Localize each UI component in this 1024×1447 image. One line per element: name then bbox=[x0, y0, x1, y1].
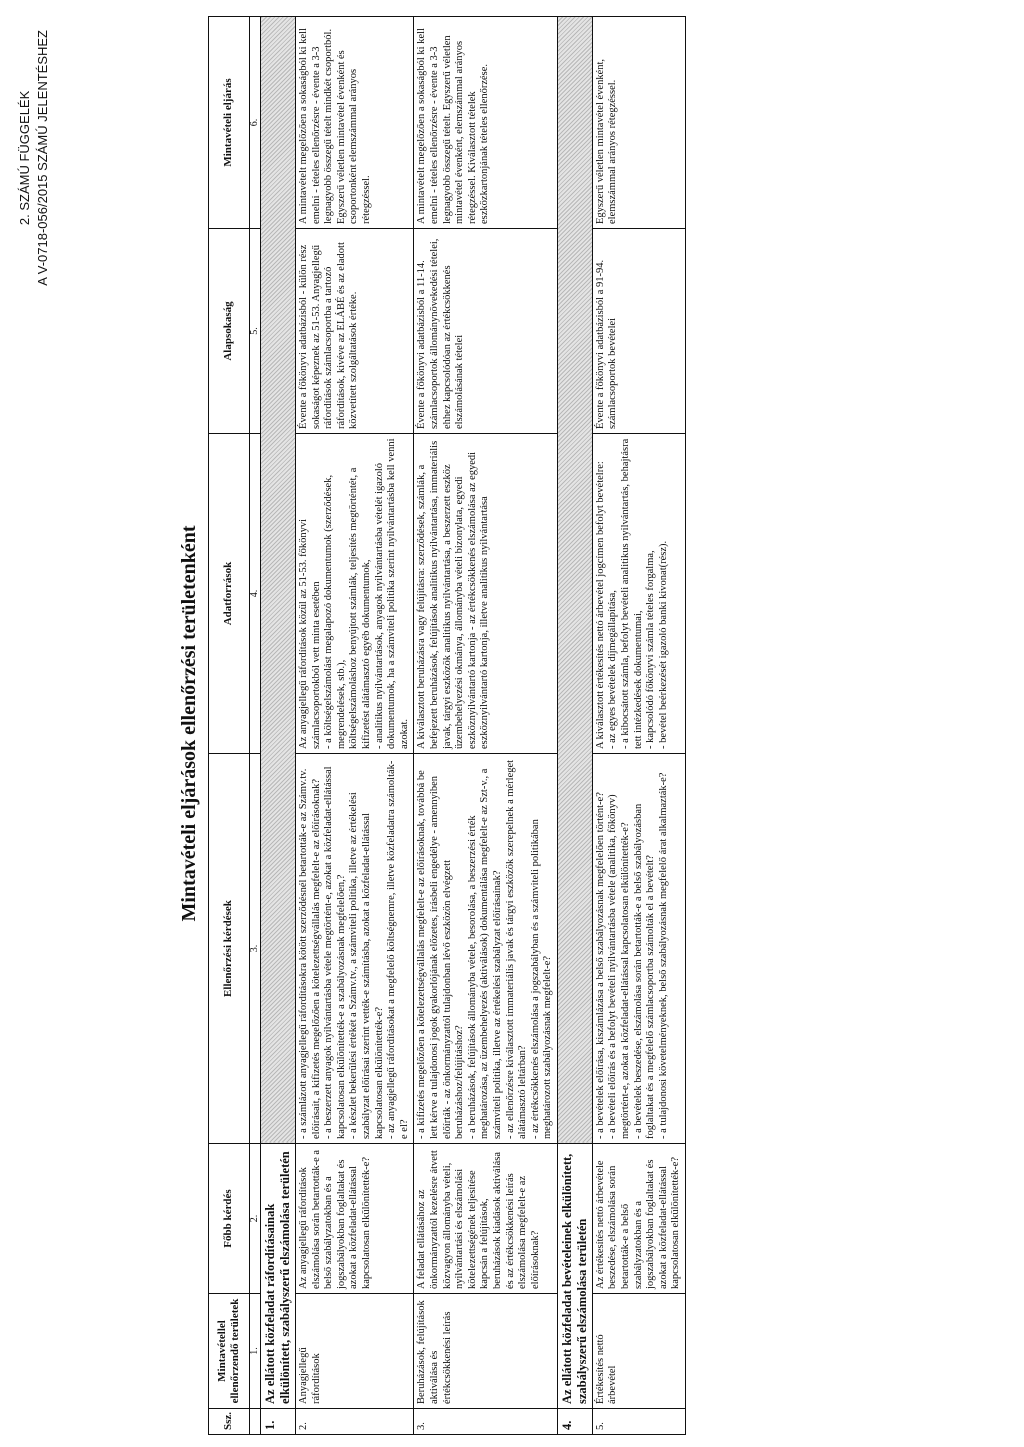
column-number-row bbox=[250, 17, 261, 1435]
cell-adatforras: A kiválasztott beruházásra vagy felújításra: szerződések, számlák, a befejezett beruházások, felújítások analitikus nyilvántartása, immateriális javak, tárgyi eszközök analitikus nyilvántartása, a beszerzett eszköz üzembehelyezési okmánya, állományba vételi bizonylata, egyedi eszköznyilvántartó kartonja - az értékcsökkenés elszámolása az egyedi eszköznyilvántartó kartonja, illetve analitikus nyilvántartása bbox=[414, 434, 558, 754]
table-row bbox=[414, 17, 558, 1435]
header-terulet: Mintavétellel ellenőrzendő területek bbox=[209, 1294, 250, 1409]
header-ellenorzesi: Ellenőrzési kérdések bbox=[209, 754, 250, 1144]
header-mintaveteli: Mintavételi eljárás bbox=[209, 17, 250, 229]
section-row bbox=[261, 17, 296, 1435]
cell-kerdes: Az értékesítés nettó árbevétele beszedése, elszámolása során betartották-e a belső szabályzatokban és a jogszabályokban foglaltakat és azokat a közfeladat-ellátással kapcsolatosan elkülönítették-e? bbox=[592, 1144, 685, 1294]
cell-ellenorzesi: - a bevételek előírása, kiszámlázása a belső szabályozásnak megfelelően történt-e? - a bevételi előírás és a befolyt bevételi nyilvántartásba vétele (analitika, főkönyv) megtörtént-e, azokat a közfeladat-ellátással kapcsolatosan elkülönítették-e? - a bevételek beszedése, elszámolása során betartották-e a belső szabályozásban foglaltakat és a megfelelő számlacsoportba számolták el a bevételt? - a tulajdonosi követelményeknek, belső szabályozásnak megfelelő árat alkalmazták-e? bbox=[592, 754, 685, 1144]
section-row bbox=[557, 17, 592, 1435]
header-adatforras: Adatforrások bbox=[209, 434, 250, 754]
appendix-label: 2. SZÁMÚ FÜGGELÉK bbox=[17, 90, 32, 226]
col-number: 1. bbox=[250, 1294, 261, 1409]
procedures-table bbox=[208, 16, 686, 1435]
cell-alapsokasag: Évente a főkönyvi adatbázisból a 91-94. számlacsoportok bevételei bbox=[592, 229, 685, 434]
row-number: 3. bbox=[414, 1409, 558, 1435]
header-alapsokasag: Alapsokaság bbox=[209, 229, 250, 434]
cell-ellenorzesi: - a kifizetés megelőzően a kötelezettségvállalás megfelelt-e az előírásoknak, továbbá be lett kérve a tulajdonosi jogok gyakorlójának előzetes, írásbeli engedélye - amennyiben előírták - az önkormányzattól tulajdonban lévő eszközön elvégzett beruházáshoz/felújításhoz? - a beruházások, felújítások állományba vétele, besorolása, a beszerzési érték meghatározása, az üzembehelyezés (aktiválások) dokumentálása megfelelt-e az Szt-v., a számviteli politika, illetve az értékelési szabályzat előírásainak? - az ellenőrzésre kiválasztott immateriális javak és tárgyi eszközök szerepelnek a mérleget alátámasztó leltárban? - az értékcsökkenés elszámolása a jogszabályban és a számviteli politikában meghatározott szabályozásnak megfelelt-e? bbox=[414, 754, 558, 1144]
section-filler bbox=[557, 17, 592, 1144]
col-number: 6. bbox=[250, 17, 261, 229]
cell-kerdes: A feladat ellátásához az önkormányzattól kezelésre átvett közvagyon állományba vételi, nyilvántartási és elszámolási kötelezettségének teljesítése kapcsán a felújítások, beruházások kiadások aktiválása és az értékcsökkenési leírás elszámolása megfelelt-e az előírásoknak? bbox=[414, 1144, 558, 1294]
row-number: 4. bbox=[557, 1409, 592, 1435]
cell-adatforras: Az anyagjellegű ráfordítások közül az 51-53. főkönyvi számlacsoportokból vett minta esetében - a költségelszámolást megalapozó dokumentumok (szerződések, megrendelések, stb.), költségelszámoláshoz benyújtott számlák, teljesítés megtörténtét, a kifizetést alátámasztó egyéb dokumentumok, - analitikus nyilvántartások, anyagok nyilvántartásba vételét igazoló dokumentumok, ha a számviteli politika szerint nyilvántartásba kell venni azokat. bbox=[296, 434, 414, 754]
header-row bbox=[209, 17, 250, 1435]
cell-terulet: Értékesítés nettó árbevétel bbox=[592, 1294, 685, 1409]
cell-terulet: Beruházások, felújítások aktiválása és értékcsökkenési leírás bbox=[414, 1294, 558, 1409]
col-number: 3. bbox=[250, 754, 261, 1144]
header-ssz: Ssz. bbox=[209, 1409, 250, 1435]
cell-mintaveteli: A mintavételt megelőzően a sokaságból ki kell emelni - tételes ellenőrzésre - évente a 3-3 legnagyobb összegű tételt mindkét csoportból. Egyszerű véletlen mintavétel évenként és csoportonként elemszámmal arányos rétegzéssel. bbox=[296, 17, 414, 229]
header-kerdes: Főbb kérdés bbox=[209, 1144, 250, 1294]
cell-mintaveteli: A mintavételt megelőzően a sokaságból ki kell emelni - tételes ellenőrzésre - évente a 3-3 legnagyobb összegű tételt. Egyszerű véletlen mintavétel évenként, elemszámmal arányos rétegzéssel. Kiválasztott tételek eszközkartonjának tételes ellenőrzése. bbox=[414, 17, 558, 229]
col-number: 4. bbox=[250, 434, 261, 754]
cell-alapsokasag: Évente a főkönyvi adatbázisból - külön rész sokaságot képeznek az 51-53. Anyagjellegű ráfordítások számlacsoportba a tartozó ráfordítások, kivéve az ELÁBÉ és az eladott közvetített szolgáltatások értéke. bbox=[296, 229, 414, 434]
table-row bbox=[296, 17, 414, 1435]
row-number: 1. bbox=[261, 1409, 296, 1435]
section-filler bbox=[261, 17, 296, 1144]
cell-adatforras: A kiválasztott értékesítés nettó árbevétel jogcímen befolyt bevételre: - az egyes bevételek díjmegállapítása, - a kibocsátott számla, befolyt bevételi analitikus nyilvántartás, behajtásra tett intézkedések dokumentumai, - kapcsolódó főkönyvi számla tételes forgalma, - bevétel beérkezését igazoló banki kivonat(rész). bbox=[592, 434, 685, 754]
cell-alapsokasag: Évente a főkönyvi adatbázisból a 11-14. számlacsoportok állománynövekedési tételei, ehhez kapcsolódóan az értékcsökkenés elszámolásának tételei bbox=[414, 229, 558, 434]
report-reference: A V-0718-056/2015 SZÁMÚ JELENTÉSHEZ bbox=[35, 30, 50, 286]
table-row bbox=[592, 17, 685, 1435]
cell-mintaveteli: Egyszerű véletlen mintavétel évenként, elemszámmal arányos rétegzéssel. bbox=[592, 17, 685, 229]
col-number: 5. bbox=[250, 229, 261, 434]
cell-kerdes: Az anyagjellegű ráfordítások elszámolása során betartották-e a belső szabályzatokban és a jogszabályokban foglaltakat és azokat a közfeladat-ellátással kapcsolatosan elkülönítették-e? bbox=[296, 1144, 414, 1294]
page-title: Mintavételi eljárások ellenőrzési területenként bbox=[178, 525, 200, 922]
cell-terulet: Anyagjellegű ráfordítások bbox=[296, 1294, 414, 1409]
section-title: Az ellátott közfeladat ráfordításainak elkülönített, szabályszerű elszámolása területén bbox=[261, 1144, 296, 1409]
row-number: 2. bbox=[296, 1409, 414, 1435]
section-title: Az ellátott közfeladat bevételeinek elkülönített, szabályszerű elszámolása területén bbox=[557, 1144, 592, 1409]
page-header bbox=[16, 30, 52, 286]
cell-ellenorzesi: - a számlázott anyagjellegű ráfordításokra kötött szerződésnél betartották-e az Számv.tv. előírásait, a kifizetés megelőzően a kötelezettségvállalás megfelelt-e az előírásoknak? - a beszerzett anyagok nyilvántartásba vétele megtörtént-e, azokat a közfeladat-ellátással kapcsolatosan elkülönítették-e a szabályozásnak megfelelően,? - a készlet bekerülési értékét a Számv.tv., a számviteli politika, illetve az értékelési szabályzat előírásai szerint vették-e számításba, azokat a közfeladat-ellátással kapcsolatosan elkülönítették-e? - az anyagjellegű ráfordításokat a megfelelő költségnemre, illetve közfeladatra számolták-e el? bbox=[296, 754, 414, 1144]
row-number: 5. bbox=[592, 1409, 685, 1435]
col-number: 2. bbox=[250, 1144, 261, 1294]
